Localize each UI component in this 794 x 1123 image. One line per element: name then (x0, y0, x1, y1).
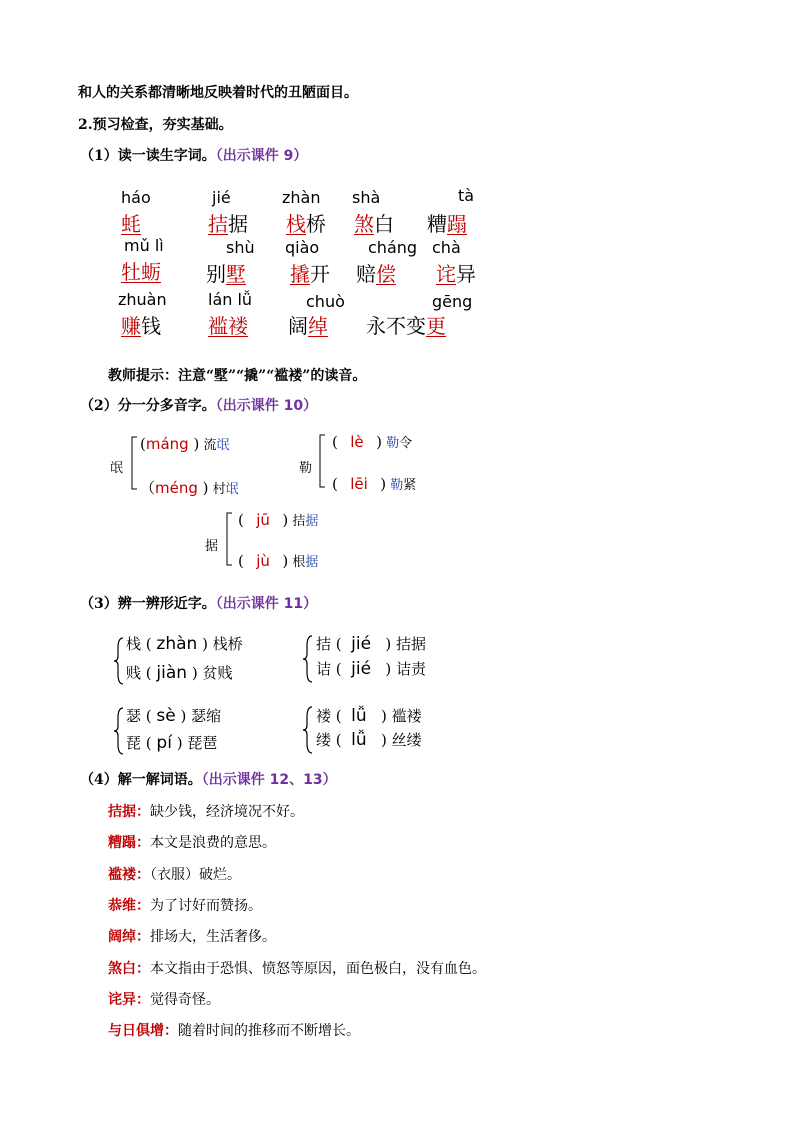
brace-icon (302, 634, 314, 684)
definition-item (108, 864, 241, 884)
similar-char-row: 拮 ( jié ) 拮据 (316, 634, 427, 654)
vocab-word (286, 208, 326, 237)
polyphone-item: ( lēi ) 勒紧 (332, 475, 417, 493)
target-char: 牡蛎 (121, 260, 161, 284)
similar-char-row: 诘 ( jié ) 诘责 (316, 659, 427, 679)
definition: 本文指由于恐惧、愤怒等原因，面色极白，没有血色。 (150, 961, 486, 977)
polyphone-item: （méng ) 村氓 (140, 479, 239, 497)
vocab-word (436, 258, 476, 287)
word-highlight: 勒 (390, 478, 404, 493)
definition-item (108, 1020, 360, 1040)
definition-item (108, 958, 486, 978)
target-char: 更 (426, 314, 446, 338)
plain-char: 永不变 (366, 314, 426, 338)
s3-label: （3）辨一辨形近字。 (80, 596, 216, 612)
word-plain: 令 (399, 436, 413, 451)
vocab-word (354, 208, 394, 237)
pinyin: shà (352, 188, 381, 207)
pinyin: qiào (285, 238, 320, 257)
vocab-word (206, 258, 246, 287)
vocab-word (356, 258, 396, 287)
pinyin: zhuàn (118, 290, 167, 309)
word-highlight: 据 (305, 514, 319, 529)
plain-char: 别 (206, 262, 226, 286)
pinyin: máng (145, 435, 189, 453)
pinyin: pí (156, 733, 172, 753)
char: 栈 (126, 635, 142, 653)
pinyin: háo (121, 188, 151, 207)
pinyin: gēng (432, 292, 473, 311)
word: 拮据 (396, 635, 427, 653)
definition-item (108, 926, 276, 946)
word-highlight: 氓 (225, 482, 239, 497)
pinyin: lán lǚ (208, 290, 253, 309)
term: 恭维： (108, 898, 150, 914)
group-char: 据 (205, 539, 219, 554)
term: 诧异： (108, 992, 150, 1008)
brace-icon (302, 705, 314, 755)
word-plain: 根 (292, 555, 306, 570)
word: 诘责 (396, 660, 427, 678)
term: 与日俱增： (108, 1023, 178, 1039)
pinyin: méng (155, 479, 198, 497)
pinyin: cháng (368, 238, 418, 257)
s3-heading (80, 593, 317, 613)
s2-note: （出示课件 10） (215, 398, 318, 414)
brace-icon (127, 435, 139, 491)
definition-item (108, 832, 276, 852)
pinyin: lǚ (351, 730, 367, 750)
plain-char: 钱 (141, 314, 161, 338)
target-char: 蚝 (121, 212, 141, 236)
vocab-word (121, 256, 161, 285)
word: 琵琶 (187, 734, 218, 752)
similar-char-row: 栈 ( zhàn ) 栈桥 (126, 634, 243, 654)
char: 缕 (316, 731, 332, 749)
similar-char-row: 瑟 ( sè ) 瑟缩 (126, 706, 222, 726)
pinyin: jié (212, 188, 231, 207)
vocab-word (121, 208, 141, 237)
section2-title: 2.预习检查，夯实基础。 (78, 117, 233, 133)
plain-char: 糟 (427, 212, 447, 236)
s4-heading (80, 769, 337, 789)
word: 瑟缩 (191, 707, 222, 725)
brace-icon (113, 636, 125, 686)
group-char: 氓 (110, 461, 124, 476)
pinyin: sè (156, 706, 176, 726)
intro-line: 和人的关系都清晰地反映着时代的丑陋面目。 (78, 85, 358, 101)
word-plain: 拮 (292, 514, 306, 529)
term: 褴褛： (108, 867, 150, 883)
target-char: 偿 (376, 262, 396, 286)
polyphone-item: ( jù ) 根据 (238, 552, 319, 570)
vocab-word (290, 258, 330, 287)
s2-heading (80, 395, 317, 415)
pinyin: jiàn (156, 663, 188, 683)
definition: （衣服）破烂。 (150, 867, 241, 883)
definition-item (108, 801, 304, 821)
word-plain: 村 (212, 482, 226, 497)
pinyin: zhàn (282, 188, 321, 207)
vocab-word (427, 208, 467, 237)
target-char: 煞 (354, 212, 374, 236)
similar-char-row: 褛 ( lǚ ) 褴褛 (316, 706, 422, 726)
s1-heading (80, 145, 307, 165)
plain-char: 据 (228, 212, 248, 236)
vocab-word (208, 310, 248, 339)
brace-icon (315, 433, 327, 489)
term: 阔绰： (108, 929, 150, 945)
target-char: 墅 (226, 262, 246, 286)
definition: 觉得奇怪。 (150, 992, 220, 1008)
definition: 随着时间的推移而不断增长。 (178, 1023, 360, 1039)
pinyin: lè (350, 433, 364, 451)
word-plain: 流 (203, 438, 217, 453)
word: 栈桥 (212, 635, 243, 653)
definition-item (108, 989, 220, 1009)
s4-label: （4）解一解词语。 (80, 772, 202, 788)
word: 褴褛 (391, 707, 422, 725)
definition-item (108, 895, 262, 915)
polyphone-item: ( lè ) 勒令 (332, 433, 413, 451)
target-char: 蹋 (447, 212, 467, 236)
similar-char-row: 缕 ( lǚ ) 丝缕 (316, 730, 422, 750)
s3-note: （出示课件 11） (215, 596, 318, 612)
char: 褛 (316, 707, 332, 725)
word-highlight: 勒 (386, 436, 400, 451)
pinyin: tà (458, 186, 475, 205)
term: 拮据： (108, 804, 150, 820)
word-highlight: 据 (305, 555, 319, 570)
target-char: 褴褛 (208, 314, 248, 338)
polyphone-item: (máng ) 流氓 (140, 435, 230, 453)
group-char: 勒 (299, 461, 313, 476)
pinyin: jū (256, 511, 270, 529)
similar-char-row: 贱 ( jiàn ) 贫贱 (126, 663, 233, 683)
target-char: 拮 (208, 212, 228, 236)
vocab-word (288, 310, 328, 339)
target-char: 诧 (436, 262, 456, 286)
plain-char: 异 (456, 262, 476, 286)
pinyin: chuò (306, 292, 345, 311)
vocab-word (366, 310, 446, 339)
s1-note: （出示课件 9） (215, 148, 308, 164)
s1-label: （1）读一读生字词。 (80, 148, 216, 164)
term: 糟蹋： (108, 835, 150, 851)
definition: 排场大，生活奢侈。 (150, 929, 276, 945)
pinyin: shù (226, 238, 255, 257)
char: 瑟 (126, 707, 142, 725)
brace-icon (222, 511, 234, 567)
pinyin: chà (432, 238, 461, 257)
teacher-tip: 教师提示：注意“墅”“撬”“褴褛”的读音。 (108, 368, 367, 384)
brace-icon (113, 706, 125, 756)
pinyin: jù (256, 552, 270, 570)
pinyin: jié (351, 659, 372, 679)
s2-label: （2）分一分多音字。 (80, 398, 216, 414)
pinyin: zhàn (156, 634, 198, 654)
polyphone-item: ( jū ) 拮据 (238, 511, 319, 529)
definition: 为了讨好而赞扬。 (150, 898, 262, 914)
plain-char: 桥 (306, 212, 326, 236)
word-highlight: 氓 (216, 438, 230, 453)
plain-char: 开 (310, 262, 330, 286)
target-char: 栈 (286, 212, 306, 236)
term: 煞白： (108, 961, 150, 977)
pinyin: lēi (350, 475, 368, 493)
pinyin: lǚ (351, 706, 367, 726)
similar-char-row: 琵 ( pí ) 琵琶 (126, 733, 218, 753)
plain-char: 赔 (356, 262, 376, 286)
definition: 缺少钱，经济境况不好。 (150, 804, 304, 820)
word: 丝缕 (391, 731, 422, 749)
word: 贫贱 (202, 664, 233, 682)
char: 贱 (126, 664, 142, 682)
vocab-word (121, 310, 161, 339)
pinyin: mǔ lì (124, 236, 164, 255)
vocab-word (208, 208, 248, 237)
char: 拮 (316, 635, 332, 653)
target-char: 绰 (308, 314, 328, 338)
plain-char: 白 (374, 212, 394, 236)
s4-note: （出示课件 12、13） (201, 772, 337, 788)
target-char: 赚 (121, 314, 141, 338)
word-plain: 紧 (403, 478, 417, 493)
char: 诘 (316, 660, 332, 678)
char: 琵 (126, 734, 142, 752)
plain-char: 阔 (288, 314, 308, 338)
target-char: 撬 (290, 262, 310, 286)
pinyin: jié (351, 634, 372, 654)
definition: 本文是浪费的意思。 (150, 835, 276, 851)
